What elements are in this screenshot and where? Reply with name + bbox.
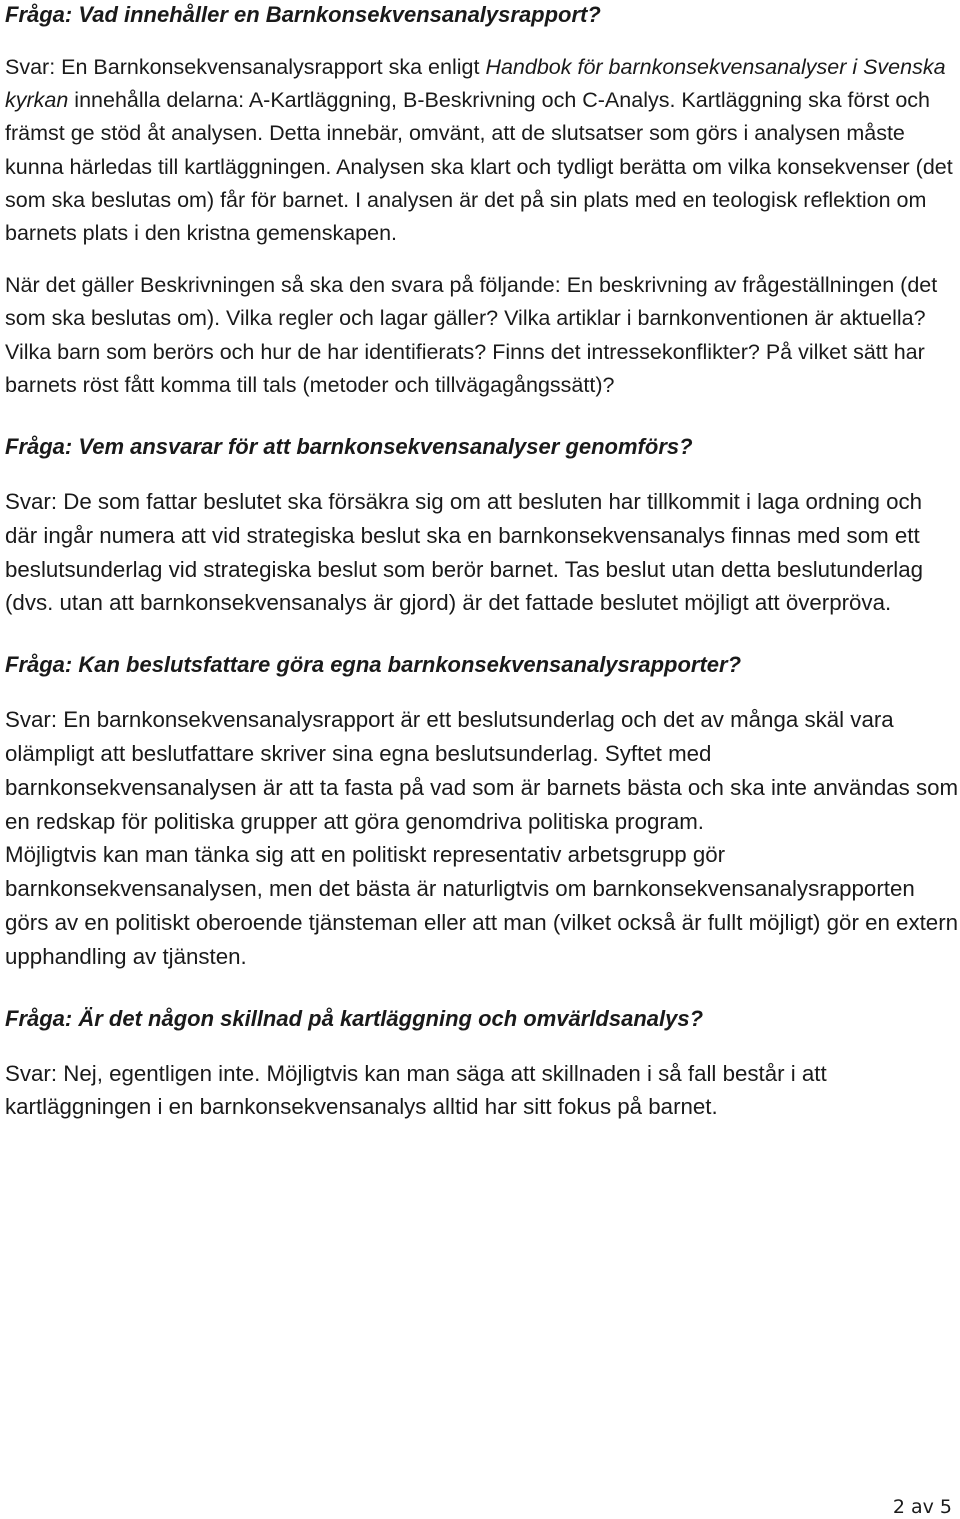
answer-paragraph: Svar: De som fattar beslutet ska försäkra sig om att besluten har tillkommit i laga ordning och där ingår numera att vid strategiska beslut ska en barnkonsekvensanalys finnas med som ett beslutsunderlag vid strategiska beslut som berör barnet. Tas beslut utan detta beslutunderlag (dvs. utan att barnkonsekvensanalys är gjord) är det fattade beslutet möjligt att överpröva. [5, 489, 924, 616]
question-heading: Fråga: Vad innehåller en Barnkonsekvensanalysrapport? [5, 2, 601, 27]
answer-paragraph: Svar: En barnkonsekvensanalysrapport är ett beslutsunderlag och det av många skäl vara olämpligt att beslutfattare skriver sina egna beslutsunderlag. Syftet med barnkonsekvensanalysen är att ta fasta på vad som är barnets bästa och ska inte användas som en redskap för politiska grupper att göra genomdriva politiska program. [5, 707, 959, 834]
question-heading: Fråga: Är det någon skillnad på kartläggning och omvärldsanalys? [5, 1005, 704, 1031]
question-heading: Fråga: Kan beslutsfattare göra egna barnkonsekvensanalysrapporter? [5, 652, 742, 678]
document-page [5, 0, 960, 1124]
page-number: 2 av 5 [892, 1496, 952, 1518]
answer-paragraph: Svar: Nej, egentligen inte. Möjligtvis kan man säga att skillnaden i så fall består i att kartläggningen i en barnkonsekvensanalys alltid har sitt fokus på barnet. [5, 1060, 827, 1120]
answer-paragraph: Möjligtvis kan man tänka sig att en politiskt representativ arbetsgrupp gör barnkonsekvensanalysen, men det bästa är naturligtvis om barnkonsekvensanalysrapporten görs av en politiskt oberoende tjänsteman eller att man (vilket också är fullt möjligt) gör en extern upphandling av tjänsten. [5, 842, 959, 969]
answer-text: Svar: En Barnkonsekvensanalysrapport ska enligt [5, 55, 486, 79]
handbook-title: Handbok för barnkonsekvensanalyser i Svenska kyrkan [5, 55, 946, 113]
answer-paragraph: När det gäller Beskrivningen så ska den svara på följande: En beskrivning av frågeställningen (det som ska beslutas om). Vilka regler och lagar gäller? Vilka artiklar i barnkonventionen är aktuella? Vilka barn som berörs och hur de har identifierats? Finns det intressekonflikter? På vilket sätt har barnets röst fått komma till tals (metoder och tillvägagångssätt)? [5, 273, 938, 397]
answer-text: innehålla delarna: A-Kartläggning, B-Beskrivning och C-Analys. Kartläggning ska först och främst ge stöd åt analysen. Detta innebär, omvänt, att de slutsatser som görs i analysen måste kunna härledas till kartläggningen. Analysen ska klart och tydligt berätta om vilka konsekvenser (det som ska beslutas om) får för barnet. I analysen är det på sin plats med en teologisk reflektion om barnets plats i den kristna gemenskapen. [5, 88, 953, 246]
question-heading: Fråga: Vem ansvarar för att barnkonsekvensanalyser genomförs? [5, 434, 693, 460]
answer-paragraph [5, 51, 960, 250]
